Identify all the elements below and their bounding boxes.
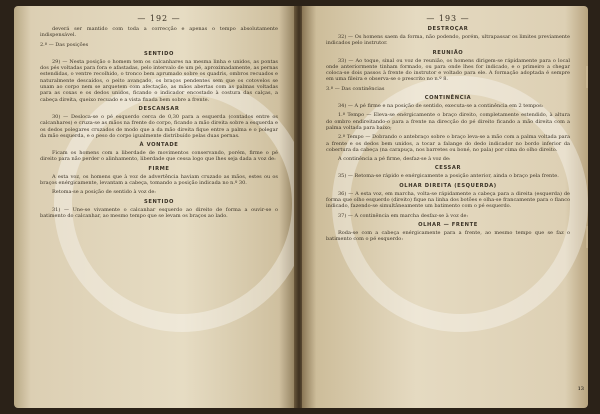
paragraph: 35) — Retoma-se rápido e enérgicamente a posição anterior, ainda o braço pela frente.: [338, 173, 559, 180]
section-heading: OLHAR DIREITA (ESQUERDA): [399, 182, 497, 189]
paragraph: 29) — Nesta posição o homem tem os calcanhares na mesma linha e unidos, as pontas dos pés voltadas para fora e afastadas, pelo intervalo de um pé, aproximadamente, as pernas estendidas, o ventre recolhido, o tronco bem aprumado sobre os quadris, ombros recuados e naturalmente descaídos, o peito avançado, os braços pendentes sem que os cotovelos se unam ao corpo nem se arquetem com afectação, as mãos abertas com as palmas voltadas para as coxas e os dedos unidos, ficando o indicador encostado à costura das calças, a cabeça direita, queixo recuado e a vista fixada bem sobre a frente.: [40, 58, 278, 103]
section-heading: CONTINÊNCIA: [424, 95, 472, 102]
paragraph: 36) — A esta voz, em marcha, volta-se rápidamente a cabeça para a direita (esquerda) de forma que olho esquerdo (direito) fique na linha dos botões e olha-se francamente para o flanco indicado, fazendo-se simultâneamente um batimento com o pé esquerdo.: [326, 190, 570, 210]
page-number: — 192 —: [137, 14, 181, 23]
right-text-blocks: [326, 26, 570, 243]
section-heading: DESCANSAR: [138, 105, 180, 112]
section-heading: SENTIDO: [143, 198, 174, 205]
paragraph: 2.º Tempo — Dobrando o antebraço sobre o braço leva-se a mão com a palma voltada para a frente e os dedos bem unidos, a tocar a falange do dedo indicador no bordo inferior da cobertura da cabeça (na carapuça, nos barretes ou boné, no pala) por cima do olho direito.: [326, 134, 570, 153]
signature-mark: 13: [577, 386, 584, 392]
paragraph: Ficam os homens com a liberdade de movimentos conservando, porém, firme o pé direito para não perder o alinhamento, liberdade que cessa logo que lhes seja dada a voz de:: [40, 150, 278, 163]
section-heading: À VONTADE: [139, 142, 179, 149]
paragraph: deverá ser mantido com toda a correcção e apenas o tempo absolutamente indispensável.: [40, 26, 278, 39]
section-heading: DESTROÇAR: [427, 26, 469, 32]
page-edge-tab: [586, 226, 588, 248]
left-page-content: [40, 14, 278, 402]
paragraph: 31) — Une-se vivamente o calcanhar esquerdo ao direito de forma a ouvir-se o batimento do calcanhar, ao mesmo tempo que se levam os braços ao lado.: [40, 206, 278, 219]
paragraph: 37) — A continência em marcha desfaz-se à voz de:: [338, 212, 469, 219]
section-heading: SENTIDO: [143, 50, 174, 57]
subsection-title: 2.º — Das posições: [40, 41, 89, 48]
left-page: [14, 6, 296, 408]
paragraph: Roda-se com a cabeça enérgicamente para a frente, ao mesmo tempo que se faz o batimento com o pé esquerdo:: [326, 229, 570, 243]
paragraph: 30) — Desloca-se o pé esquerdo cerca de 0,30 para a esquerda (contados entre os calcanhares) e cruza-se as mãos na frente do corpo, ficando a mão direita sobre a esquerda e os dedos polegares cruzados de modo que a da mão direita fique entre a palma e o polegar da mão esquerda, e o peso do corpo igualmente distribuído pelas duas pernas.: [40, 113, 278, 139]
paragraph: 32) — Os homens saem da forma, não podendo, porém, ultrapassar os limites previamente indicados pelo instrutor.: [326, 34, 570, 47]
page-number: — 193 —: [426, 14, 470, 23]
page-edge-tab: [586, 66, 588, 88]
paragraph: A continência a pé firme, desfaz-se à voz de:: [338, 156, 451, 163]
paragraph: A esta voz, os homens que à voz de advertência haviam cruzado as mãos, estes ou os braços enérgicamente, levantam a cabeça, tomando a posição indicada no n.º 30.: [40, 173, 278, 187]
left-text-blocks: [40, 26, 278, 219]
paragraph: 1.º Tempo — Eleva-se enérgicamente o braço direito, completamente estendido, à altura do ombro endireitando-o para a frente na direcção do pé direito ficando a mão direita com a palma voltada para baixo;: [326, 112, 570, 131]
paragraph: Retoma-se a posição de sentido à voz de:: [52, 189, 156, 196]
section-heading: FIRME: [148, 165, 170, 172]
section-heading: CESSAR: [434, 165, 462, 172]
paragraph: 33) — Ao toque, sinal ou voz de reunião, os homens dirigem-se rápidamente para o local onde anteriormente tinham formado, ou para onde lhes for indicado, e o primeiro a chegar coloca-se dois passos à frente do instrutor e voltado para ele. A formação adoptada é sempre em uma fileira e observa-se o prescrito no n.º 8.: [326, 57, 570, 83]
right-page: [302, 6, 588, 408]
subsection-title: 3.º — Das continências: [326, 85, 385, 92]
open-book: [14, 6, 588, 408]
right-page-content: [326, 14, 570, 402]
section-heading: OLHAR — FRENTE: [418, 221, 478, 228]
section-heading: REUNIÃO: [432, 49, 464, 56]
paragraph: 34) — A pé firme e na posição de sentido, executa-se a continência em 2 tempos:: [338, 103, 544, 110]
